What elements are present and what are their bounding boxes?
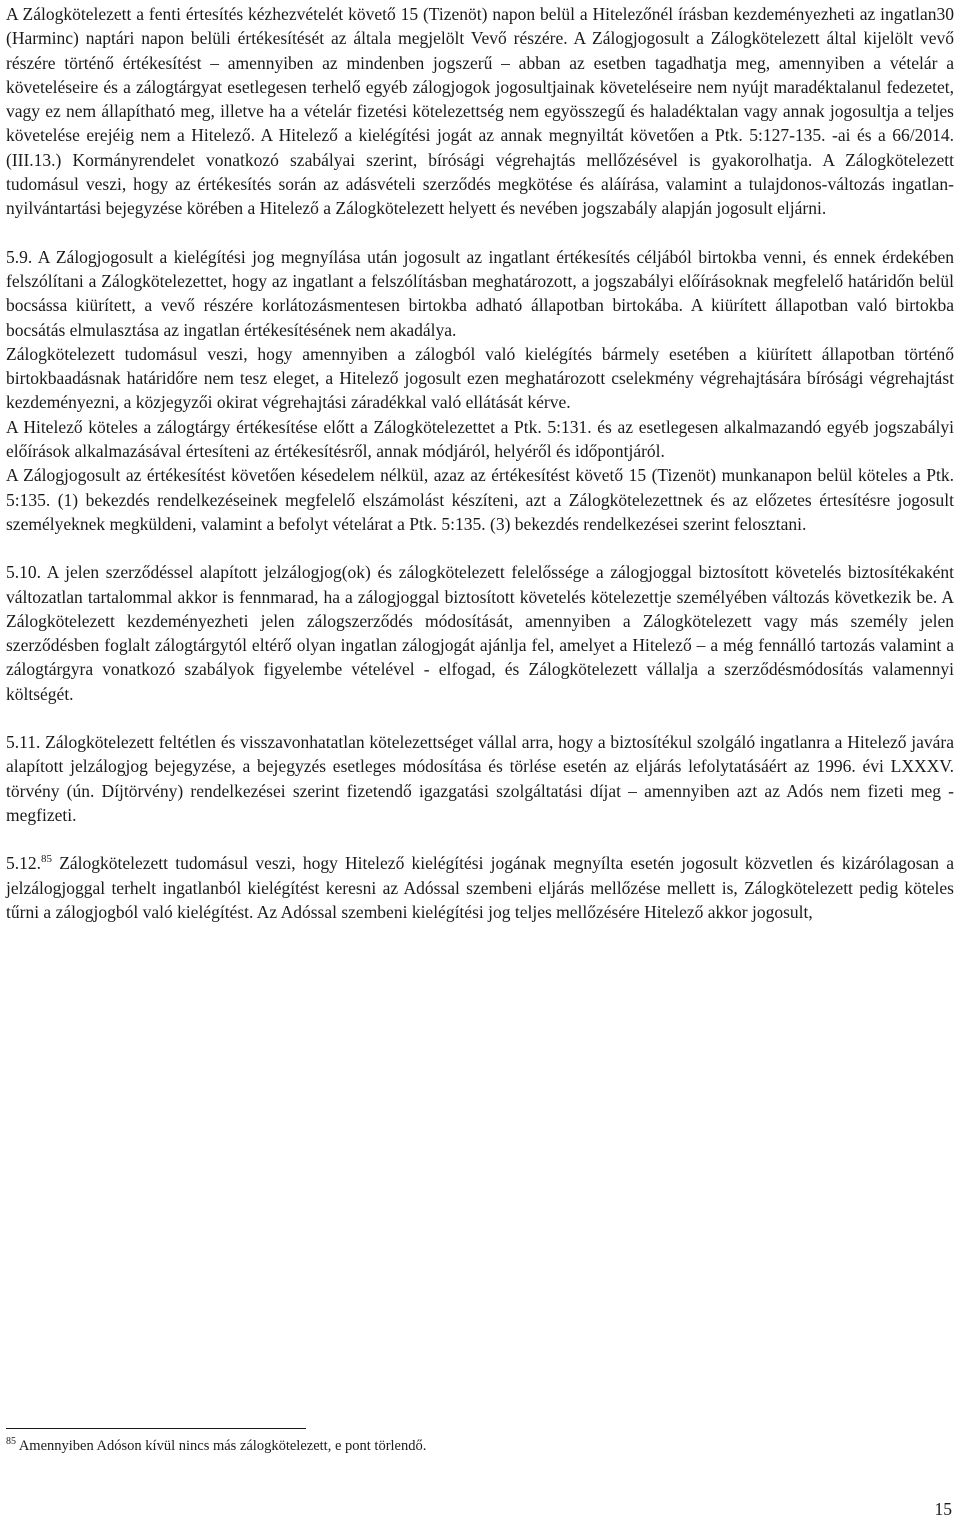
paragraph-5-9: 5.9. A Zálogjogosult a kielégítési jog megnyílása után jogosult az ingatlant értékesítés céljából birtokba venni, és ennek érdekében felszólítani a Zálogkötelezettet, hogy az ingatlant a felszólításban meghatározott, a jogszabályi előírásoknak megfelelő határidőn belül bocsássa kiürített, a vevő részére korlátozásmentesen birtokba adható állapotban birtokába. A kiürített állapotban való birtokba bocsátás elmulasztása az ingatlan értékesítésének nem akadálya.	[6, 246, 954, 340]
paragraph-5-9-notification: A Hitelező köteles a zálogtárgy értékesítése előtt a Zálogkötelezettet a Ptk. 5:131. és az esetlegesen alkalmazandó egyéb jogszabályi előírások alkalmazásával értesíteni az értékesítésről, annak módjáról, helyéről és időpontjáról.	[6, 416, 954, 462]
footnote-reference[interactable]: 85	[41, 853, 52, 866]
paragraph-5-12	[6, 851, 954, 924]
paragraph-5-9-settlement: A Zálogjogosult az értékesítést követően késedelem nélkül, azaz az értékesítést követő 15 (Tizenöt) munkanapon belül köteles a Ptk. 5:135. (1) bekezdés rendelkezéseinek megfelelő elszámolást készíteni, azt a Zálogkötelezettnek és az előzetes értesítésre jogosult személyeknek megküldeni, valamint a befolyt vételárat a Ptk. 5:135. (3) bekezdés rendelkezései szerint felosztani.	[6, 465, 954, 534]
paragraph-5-9-enforcement: Zálogkötelezett tudomásul veszi, hogy amennyiben a zálogból való kielégítés bármely esetében a kiürített állapotban történő birtokbaadásnak határidőre nem tesz eleget, a Hitelező jogosult ezen meghatározott cselekmény végrehajtására bírósági végrehajtást kezdeményezni, a közjegyzői okirat végrehajtási záradékkal való ellátását kérve.	[6, 343, 954, 413]
footnote	[6, 1436, 946, 1456]
page-number: 15	[934, 1499, 952, 1519]
paragraph-5-10: 5.10. A jelen szerződéssel alapított jelzálogjog(ok) és zálogkötelezett felelőssége a zálogjoggal biztosított követelés biztosítékaként változatlan tartalommal akkor is fennmarad, ha a zálogjoggal biztosított követelés kötelezettje személyében változás következik be. A Zálogkötelezett kezdeményezheti jelen zálogszerződés módosítását, amennyiben a Zálogkötelezett vagy más személy jelen szerződésben foglalt zálogtárgytól eltérő olyan ingatlan zálogjogát ajánlja fel, amelyet a Hitelező – a még fennálló tartozás valamint a zálogtárgyra vonatkozó szabályok figyelembe vételével - elfogad, és Zálogkötelezett vállalja a szerződésmódosítás valamennyi költségét.	[6, 562, 954, 704]
footnote-separator	[6, 1428, 306, 1429]
paragraph-text: Zálogkötelezett tudomásul veszi, hogy Hitelező kielégítési jogának megnyílta esetén jogosult közvetlen és kizárólagosan a jelzálogjoggal terhelt ingatlanból kielégítést keresni az Adóssal szembeni eljárás mellőzése mellett is, Zálogkötelezett pedig köteles tűrni a zálogjogból való kielégítést. Az Adóssal szembeni kielégítési jog teljes mellőzésére Hitelező akkor jogosult,	[6, 853, 955, 922]
footnote-number: 85	[6, 1436, 16, 1448]
paragraph-number: 5.12.	[6, 853, 41, 874]
paragraph-5-8-continued: A Zálogkötelezett a fenti értesítés kézhezvételét követő 15 (Tizenöt) napon belül a Hitelezőnél írásban kezdeményezheti az ingatlan30 (Harminc) naptári napon belüli értékesítését az általa megjelölt Vevő részére. A Zálogjogosult a Zálogkötelezett által kijelölt vevő részére történő értékesítést – amennyiben az mindenben jogszerű – abban az esetben tagadhatja meg, amennyiben a vételár a követeléseire és a zálogtárgyat esetlegesen terhelő egyéb zálogjogok jogosultjainak követeléseire nem nyújt maradéktalanul fedezetet, vagy ez nem állapítható meg, illetve ha a vételár fizetési kötelezettség nem egyösszegű és haladéktalan vagy annak jogosultja a teljes követelése erejéig nem a Hitelező. A Hitelező a kielégítési jogát az annak megnyiltát követően a Ptk. 5:127-135. -ai és a 66/2014. (III.13.) Kormányrendelet vonatkozó szabályai szerint, bírósági végrehajtás mellőzésével is gyakorolhatja. A Zálogkötelezett tudomásul veszi, hogy az értékesítés során az adásvételi szerződés megkötése és aláírása, valamint a tulajdonos-változás ingatlan-nyilvántartási bejegyzése körében a Hitelező a Zálogkötelezett helyett és nevében jogszabály alapján jogosult eljárni.	[6, 4, 954, 219]
paragraph-5-11: 5.11. Zálogkötelezett feltétlen és visszavonhatatlan kötelezettséget vállal arra, hogy a biztosítékul szolgáló ingatlanra a Hitelező javára alapított jelzálogjog bejegyzése, a bejegyzés esetleges módosítása és törlése esetén az eljárás lefolytatásáért az 1996. évi LXXXV. törvény (ún. Díjtörvény) rendelkezései szerint fizetendő igazgatási szolgáltatási díjat – amennyiben azt az Adós nem fizeti meg - megfizeti.	[6, 732, 954, 825]
footnote-text: Amennyiben Adóson kívül nincs más zálogkötelezett, e pont törlendő.	[18, 1438, 427, 1454]
